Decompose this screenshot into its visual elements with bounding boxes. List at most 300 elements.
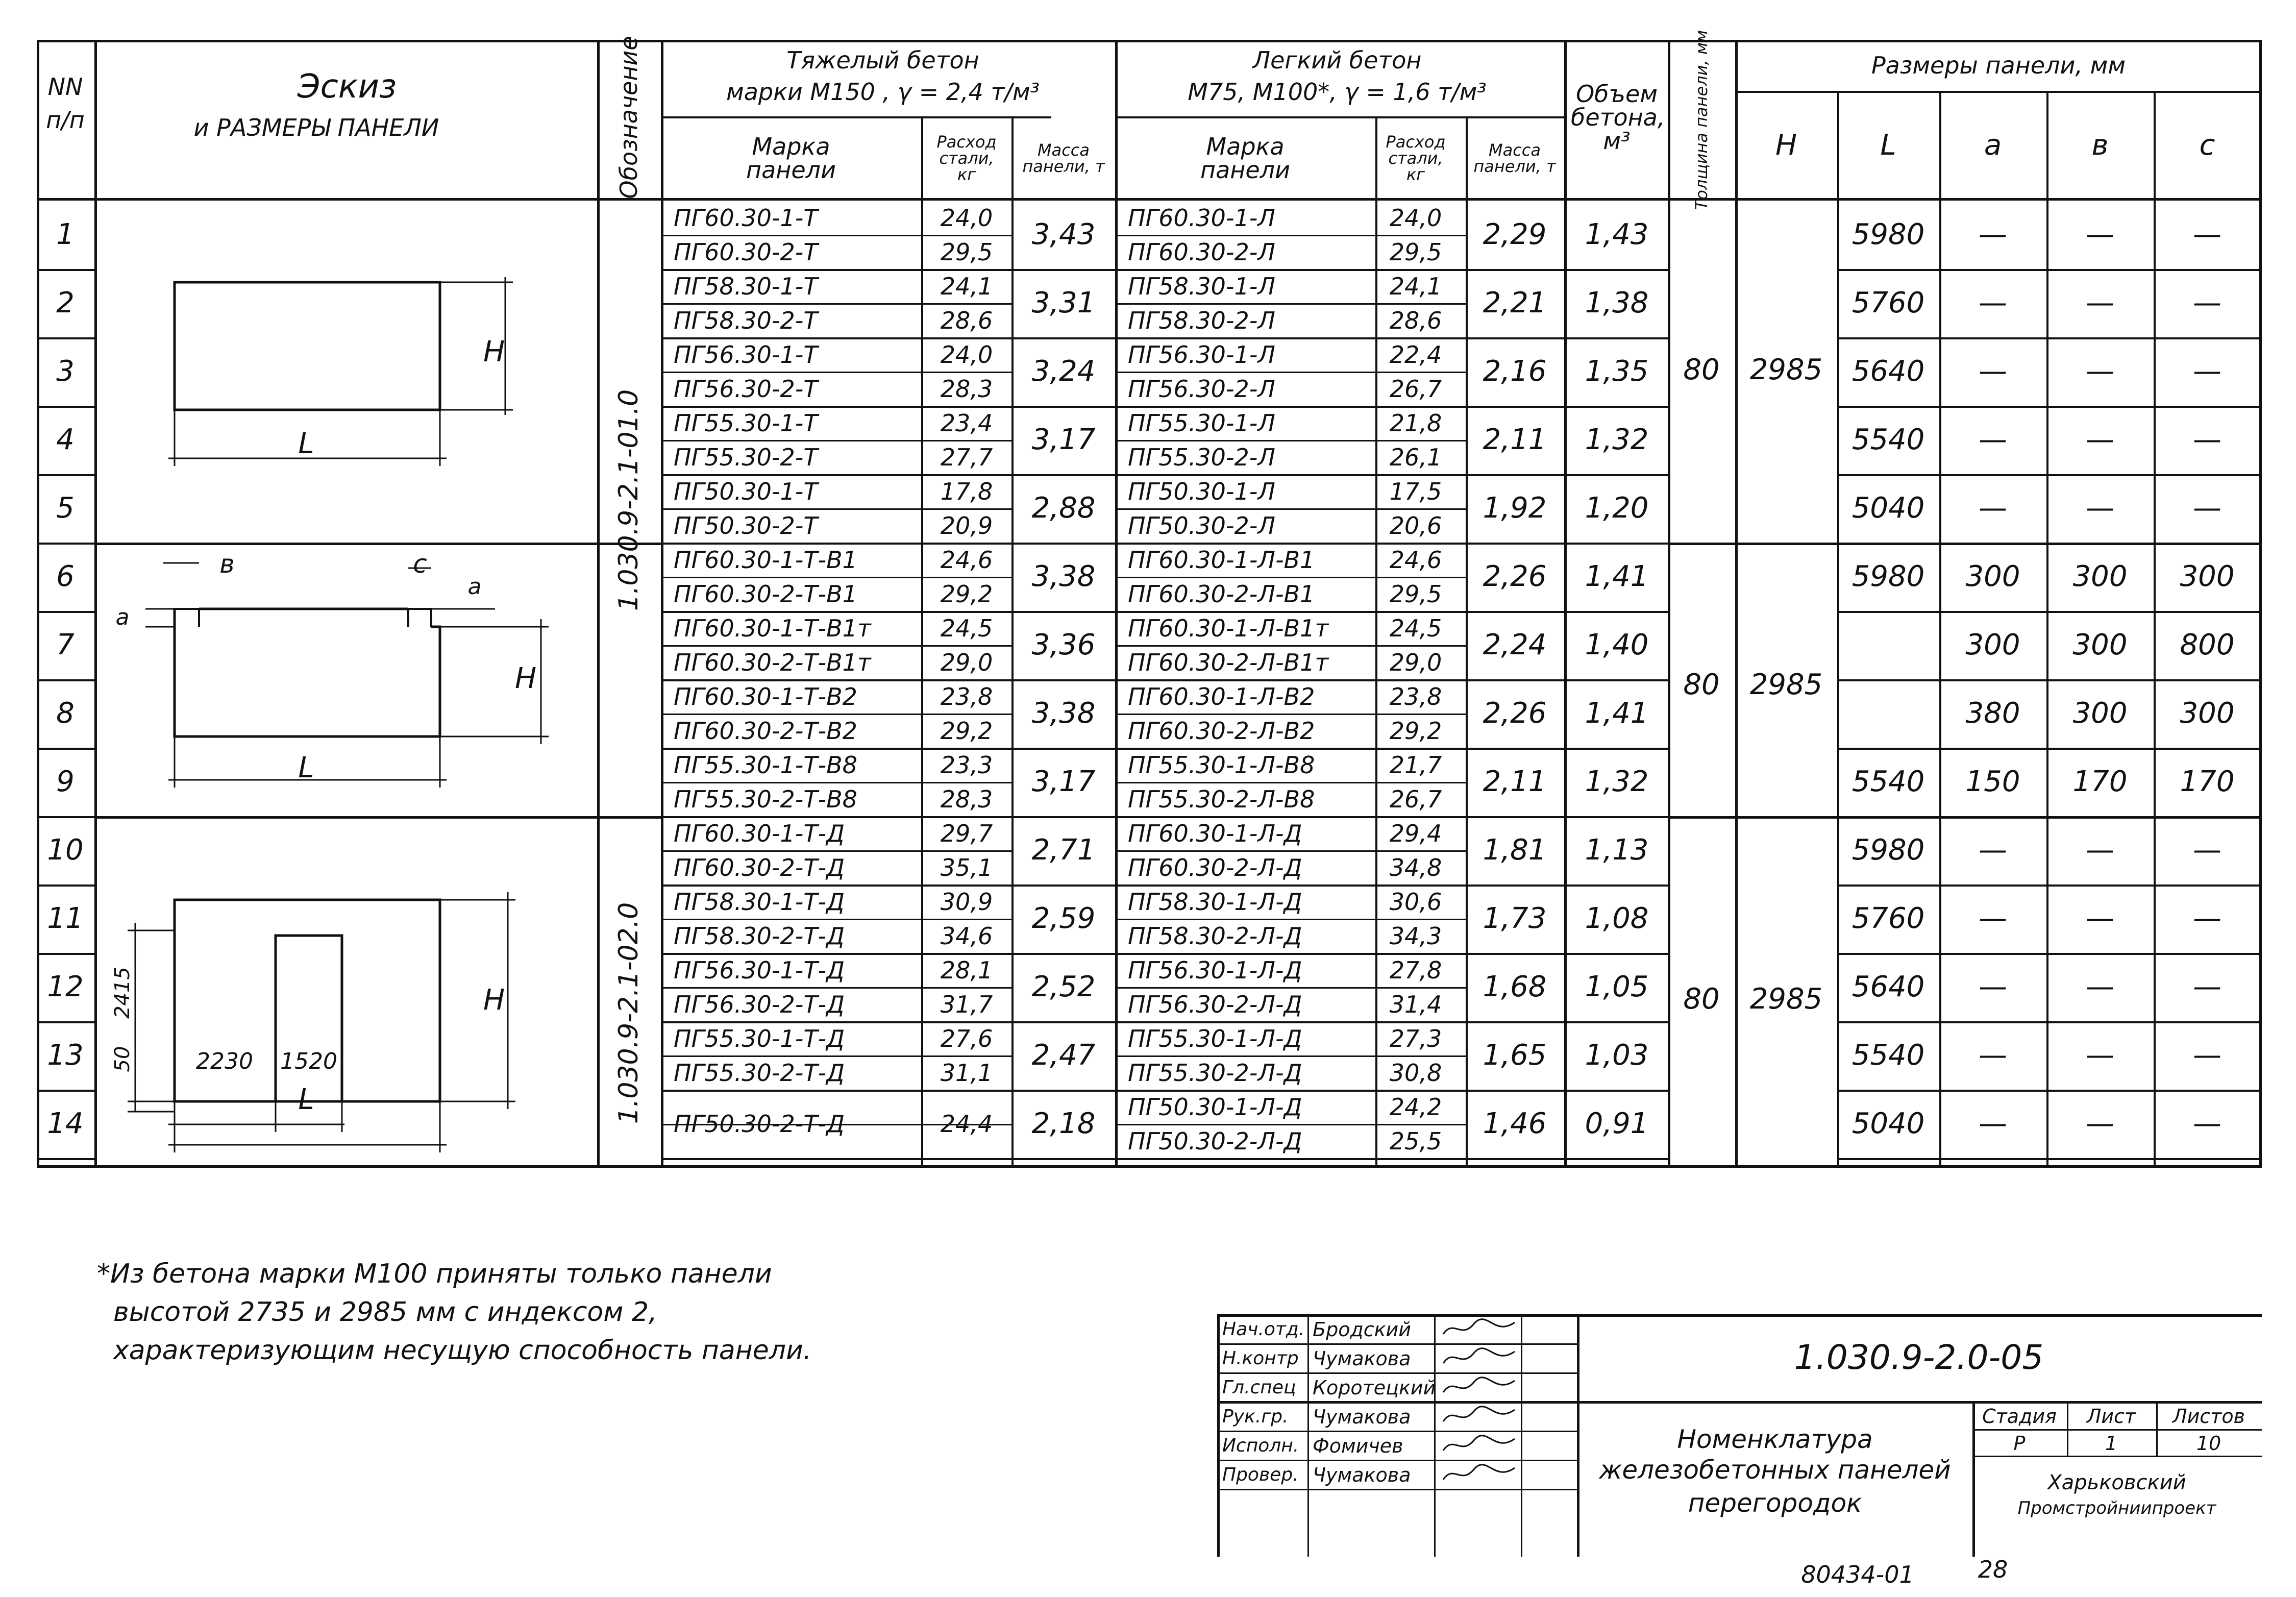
subrow-sep-light [1115,919,1467,920]
footnote-line-1: *Из бетона марки М100 приняты только панели [97,1259,772,1289]
light-mark-2: ПГ56.30-2-Л-Д [1128,990,1302,1018]
heavy-mark-1: ПГ50.30-2-Т-Д [674,1110,845,1138]
col-line-designation [661,40,663,1168]
subrow-sep-light [1115,645,1467,647]
size-a: 300 [1965,560,2020,593]
size-a: — [1979,286,2007,320]
heavy-mass: 3,36 [1031,628,1096,661]
light-mark-2: ПГ60.30-2-Л [1128,238,1275,266]
size-a: — [1979,492,2007,525]
light-mark-1: ПГ50.30-1-Л [1128,477,1275,505]
col-line-volume [1668,40,1670,1168]
stamp-role: Провер. [1222,1464,1299,1485]
size-L: 5760 [1851,902,1925,935]
row-number: 6 [56,560,75,593]
size-c: — [2193,902,2221,935]
group3-H: 2985 [1749,982,1823,1016]
group2-thickness: 80 [1683,668,1720,701]
row-sep-sizes [1839,406,2262,408]
row-sep-sizes [1839,1090,2262,1092]
light-mark-2: ПГ60.30-2-Л-В2 [1128,717,1315,745]
row-sep-main [661,953,1669,955]
size-a: — [1979,902,2007,935]
stamp-name: Чумакова [1313,1347,1411,1370]
header-mid-line-heavy [661,116,1051,118]
heavy-mark-2: ПГ60.30-2-Т-В2 [674,717,857,745]
concrete-volume: 1,38 [1585,286,1649,320]
heavy-steel-1: 27,6 [940,1024,993,1052]
light-mark-2: ПГ55.30-2-Л-В8 [1128,785,1315,813]
col-line-a [2046,91,2048,1168]
subrow-sep-heavy [661,645,1013,647]
col-line-lsteel [1466,116,1468,1168]
size-L: 5540 [1851,1039,1925,1072]
subrow-sep-heavy [661,714,1013,715]
heavy-steel-2: 28,6 [940,306,993,334]
col-line-lmass [1564,40,1567,1168]
light-steel-1: 30,6 [1389,888,1442,916]
heavy-steel-2: 34,6 [940,922,993,950]
light-mass: 2,11 [1483,765,1547,798]
row-sep-sizes [1839,953,2262,955]
subrow-sep-heavy [661,508,1013,510]
stamp-col-1 [1307,1314,1309,1557]
light-steel-1: 29,4 [1389,819,1442,847]
size-b: — [2086,355,2114,388]
header-light-mark: Марка панели [1200,133,1290,184]
header-nn: NN [47,73,83,101]
size-c: — [2193,970,2221,1003]
light-mark-1: ПГ55.30-1-Л-В8 [1128,751,1315,779]
heavy-steel-1: 24,6 [940,546,993,574]
size-a: — [1979,1039,2007,1072]
size-b: 300 [2072,697,2128,730]
concrete-volume: 1,35 [1585,355,1649,388]
size-L: 5040 [1851,492,1925,525]
header-sketch-subtitle: и РАЗМЕРЫ ПАНЕЛИ [193,114,439,141]
row-sep-sizes [1839,885,2262,887]
light-steel-2: 29,2 [1389,717,1442,745]
heavy-steel-1: 17,8 [940,477,993,505]
size-L: 5980 [1851,560,1925,593]
sketch-panel-door [97,826,597,1168]
signature [1438,1462,1520,1487]
light-mark-1: ПГ55.30-1-Л-Д [1128,1024,1302,1052]
light-mark-2: ПГ58.30-2-Л-Д [1128,922,1302,950]
header-pp: п/п [46,106,85,134]
light-steel-1: 22,4 [1389,340,1442,368]
size-c: — [2193,833,2221,867]
row-sep-nn [37,953,97,955]
light-mass: 2,29 [1483,218,1547,251]
sketch2-b-label: в [219,549,235,579]
heavy-mark-1: ПГ55.30-1-Т [674,409,818,437]
heavy-mass: 3,31 [1031,286,1096,320]
section-sep-right [1668,816,2262,819]
col-line-sketch [597,40,600,1168]
heavy-steel-2: 31,7 [940,990,993,1018]
heavy-steel-2: 28,3 [940,375,993,403]
sketch3-dim-2415: 2415 [111,967,134,1019]
light-mark-1: ПГ60.30-1-Л-Д [1128,819,1302,847]
concrete-volume: 1,32 [1585,423,1649,456]
col-line-H [1837,91,1839,1168]
light-steel-1: 27,8 [1389,956,1442,984]
stamp-name: Бродский [1313,1318,1411,1341]
light-mass: 1,73 [1483,902,1547,935]
light-mark-2: ПГ60.30-2-Л-Д [1128,853,1302,881]
row-sep-nn [37,1090,97,1092]
heavy-mass: 2,47 [1031,1039,1096,1072]
header-light-sub: М75, М100*, γ = 1,6 т/м³ [1188,78,1487,106]
sketch2-a2-label: a [467,574,482,600]
heavy-mark-2: ПГ55.30-2-Т [674,443,818,471]
heavy-mark-2: ПГ60.30-2-Т-Д [674,853,845,881]
size-L: 5040 [1851,1107,1925,1140]
row-sep-nn [37,406,97,408]
signature [1438,1316,1520,1342]
subrow-sep-heavy [661,1055,1013,1057]
heavy-steel-2: 29,2 [940,580,993,608]
row-sep-main [661,1090,1669,1092]
heavy-steel-2: 27,7 [940,443,993,471]
stamp-role: Исполн. [1222,1435,1299,1456]
heavy-steel-1: 28,1 [940,956,993,984]
col-line-hsteel [1011,116,1014,1168]
footnote-line-2: высотой 2735 и 2985 мм с индексом 2, [113,1297,657,1328]
heavy-mass: 3,17 [1031,423,1096,456]
light-mark-1: ПГ50.30-1-Л-Д [1128,1093,1302,1121]
size-a: 150 [1965,765,2020,798]
header-heavy-steel: Расход стали, кг [936,132,997,184]
group2-H: 2985 [1749,668,1823,701]
light-mark-1: ПГ56.30-1-Л-Д [1128,956,1302,984]
header-heavy-mass: Масса панели, т [1022,140,1105,176]
light-mark-1: ПГ56.30-1-Л [1128,340,1275,368]
stamp-role: Н.контр [1222,1348,1299,1369]
heavy-steel-2: 35,1 [940,853,993,881]
bottom-number: 80434-01 [1801,1561,1914,1588]
row-sep-nn [37,543,97,545]
header-thickness: Толщина панели, мм [1692,30,1711,210]
row-sep-sizes [1839,679,2262,681]
stamp-row-line [1217,1460,1577,1461]
heavy-steel-1: 24,0 [940,340,993,368]
light-steel-1: 24,6 [1389,546,1442,574]
light-mark-2: ПГ58.30-2-Л [1128,306,1275,334]
header-light-mass: Масса панели, т [1473,140,1556,176]
stamp-col-4 [1577,1314,1579,1557]
heavy-mass: 2,88 [1031,492,1096,525]
designation-group-3: 1.030.9-2.1-02.0 [613,902,644,1124]
row-number: 13 [47,1039,84,1072]
light-steel-2: 26,7 [1389,375,1442,403]
header-heavy-title: Тяжелый бетон [786,46,979,74]
row-sep-sizes [1839,1021,2262,1023]
heavy-steel-2: 29,5 [940,238,993,266]
row-number: 12 [47,970,84,1003]
row-sep-main [661,885,1669,887]
heavy-steel-2: 29,0 [940,648,993,676]
size-b: — [2086,970,2114,1003]
header-H: H [1775,129,1797,162]
row-sep-main [661,406,1669,408]
row-sep-main [661,679,1669,681]
size-b: 170 [2072,765,2128,798]
concrete-volume: 1,08 [1585,902,1649,935]
header-heavy-sub: марки М150 , γ = 2,4 т/м³ [726,78,1040,106]
row-sep-main [661,1021,1669,1023]
heavy-mark-1: ПГ56.30-1-Т-Д [674,956,845,984]
sketch-panel-solid [97,201,597,550]
row-sep-nn [37,337,97,339]
stamp-role: Рук.гр. [1222,1406,1289,1427]
light-mark-2: ПГ50.30-2-Л [1128,511,1275,539]
light-steel-2: 30,8 [1389,1059,1442,1087]
subrow-sep-light [1115,303,1467,305]
designation-group-1: 1.030.9-2.1-01.0 [613,389,644,611]
header-mid-line-sizes [1735,91,2262,93]
concrete-volume: 1,20 [1585,492,1649,525]
size-c: — [2193,423,2221,456]
size-a: — [1979,833,2007,867]
stamp-row-line [1217,1402,1577,1403]
light-steel-2: 26,7 [1389,785,1442,813]
light-steel-2: 31,4 [1389,990,1442,1018]
heavy-mark-1: ПГ55.30-1-Т-Д [674,1024,845,1052]
stamp-stage-label: Стадия [1982,1405,2057,1428]
subrow-sep-heavy [661,372,1013,373]
row-sep-main [661,611,1669,613]
row-sep-sizes [1839,337,2262,339]
group1-H: 2985 [1749,353,1823,386]
header-designation: Обозначение [615,36,643,199]
heavy-mark-2: ПГ60.30-2-Т-В1т [674,648,871,676]
signature [1438,1345,1520,1371]
heavy-mass: 3,38 [1031,560,1096,593]
size-c: — [2193,218,2221,251]
subrow-sep-heavy [661,987,1013,989]
size-c: 300 [2180,560,2235,593]
stamp-name: Коротецкий [1313,1377,1436,1399]
light-steel-1: 23,8 [1389,682,1442,710]
sketch3-dim-1520: 1520 [280,1048,337,1074]
heavy-steel-1: 24,5 [940,614,993,642]
stamp-sheets: 10 [2196,1432,2221,1455]
header-light-title: Легкий бетон [1252,46,1422,74]
row-sep-nn [37,474,97,476]
heavy-mark-1: ПГ58.30-1-Т [674,272,818,300]
heavy-mass: 3,38 [1031,697,1096,730]
row-number: 10 [47,833,84,867]
size-b: — [2086,286,2114,320]
sketch1-H-label: H [483,335,505,368]
row-sep-main [661,474,1669,476]
row-number: 11 [47,902,84,935]
stamp-title-3: перегородок [1688,1488,1862,1518]
light-mark-2: ПГ50.30-2-Л-Д [1128,1127,1302,1155]
row-sep-nn [37,1021,97,1023]
heavy-mark-1: ПГ60.30-1-Т [674,204,818,232]
light-mark-1: ПГ55.30-1-Л [1128,409,1275,437]
row-sep-main [661,1158,1669,1160]
header-mid-line-light [1115,116,1564,118]
stamp-row-line [1217,1489,1577,1490]
heavy-steel-1: 24,4 [940,1110,993,1138]
heavy-mark-1: ПГ60.30-1-Т-В1т [674,614,871,642]
col-line-lmark [1375,116,1377,1168]
size-a: — [1979,423,2007,456]
sketch3-H-label: H [483,984,505,1017]
heavy-mass: 2,18 [1031,1107,1096,1140]
heavy-steel-2: 20,9 [940,511,993,539]
light-mark-1: ПГ60.30-1-Л-В1т [1128,614,1329,642]
row-number: 3 [56,355,75,388]
light-mass: 2,26 [1483,560,1547,593]
heavy-steel-2: 29,2 [940,717,993,745]
size-a: — [1979,218,2007,251]
row-sep-main [661,748,1669,750]
light-steel-1: 24,5 [1389,614,1442,642]
heavy-mark-1: ПГ56.30-1-Т [674,340,818,368]
heavy-mark-1: ПГ60.30-1-Т-Д [674,819,845,847]
sketch2-c-label: c [413,549,427,579]
light-mark-2: ПГ55.30-2-Л-Д [1128,1059,1302,1087]
subrow-sep-heavy [661,782,1013,783]
subrow-sep-heavy [661,850,1013,852]
stamp-title-2: железобетонных панелей [1599,1455,1951,1485]
subrow-sep-light [1115,577,1467,578]
stamp-code: 1.030.9-2.0-05 [1794,1338,2044,1377]
light-mark-1: ПГ60.30-1-Л-В2 [1128,682,1315,710]
stamp-col-2 [1434,1314,1436,1557]
row-sep-sizes [1839,611,2262,613]
size-c: 300 [2180,697,2235,730]
heavy-mark-2: ПГ55.30-2-Т-Д [674,1059,845,1087]
light-steel-1: 24,1 [1389,272,1442,300]
light-steel-1: 21,7 [1389,751,1442,779]
light-steel-2: 34,3 [1389,922,1442,950]
size-a: — [1979,1107,2007,1140]
size-b: — [2086,423,2114,456]
heavy-mass: 3,43 [1031,218,1096,251]
light-mark-2: ПГ55.30-2-Л [1128,443,1275,471]
light-steel-2: 28,6 [1389,306,1442,334]
sketch3-dim-50: 50 [111,1046,134,1072]
stamp-org-2: Промстройниипроект [2017,1498,2216,1518]
heavy-mark-2: ПГ50.30-2-Т [674,511,818,539]
subrow-sep-light [1115,372,1467,373]
stamp-row-line [1217,1343,1577,1345]
size-a: 300 [1965,628,2020,661]
heavy-steel-1: 30,9 [940,888,993,916]
heavy-mass: 3,24 [1031,355,1096,388]
size-c: — [2193,1107,2221,1140]
heavy-mass: 3,17 [1031,765,1096,798]
light-mark-2: ПГ56.30-2-Л [1128,375,1275,403]
size-L: 5640 [1851,355,1925,388]
size-c: 170 [2180,765,2235,798]
col-line-hmark [921,116,923,1168]
sketch2-a-label: a [115,604,130,630]
stamp-role: Гл.спец [1222,1377,1296,1398]
light-mass: 2,11 [1483,423,1547,456]
concrete-volume: 1,41 [1585,697,1649,730]
subrow-sep-light [1115,508,1467,510]
light-steel-2: 29,0 [1389,648,1442,676]
light-mass: 1,46 [1483,1107,1547,1140]
heavy-mass: 2,52 [1031,970,1096,1003]
stamp-col-3 [1521,1314,1522,1557]
stamp-row-line [1217,1372,1577,1374]
sketch3-L-label: L [298,1083,314,1116]
size-b: — [2086,902,2114,935]
heavy-mark-2: ПГ56.30-2-Т [674,375,818,403]
light-steel-1: 24,0 [1389,204,1442,232]
light-mark-1: ПГ60.30-1-Л-В1 [1128,546,1315,574]
row-sep-nn [37,679,97,681]
light-steel-2: 34,8 [1389,853,1442,881]
row-number: 2 [56,286,75,320]
row-sep-nn [37,748,97,750]
signature [1438,1374,1520,1400]
light-mass: 2,26 [1483,697,1547,730]
stamp-sheets-label: Листов [2172,1405,2245,1428]
row-number: 7 [56,628,75,661]
stamp-role: Нач.отд. [1222,1319,1305,1340]
sketch2-L-label: L [298,751,314,784]
light-mark-1: ПГ58.30-1-Л-Д [1128,888,1302,916]
size-c: 800 [2180,628,2235,661]
concrete-volume: 1,32 [1585,765,1649,798]
stamp-row-line [1217,1431,1577,1432]
light-mass: 2,16 [1483,355,1547,388]
size-b: 300 [2072,628,2128,661]
light-steel-2: 29,5 [1389,580,1442,608]
header-sketch-title: Эскиз [297,68,397,106]
concrete-volume: 1,43 [1585,218,1649,251]
subrow-sep-light [1115,987,1467,989]
header-light-steel: Расход стали, кг [1386,132,1446,184]
row-sep-nn [37,816,97,818]
subrow-sep-light [1115,235,1467,236]
heavy-steel-1: 23,3 [940,751,993,779]
heavy-mark-2: ПГ58.30-2-Т-Д [674,922,845,950]
row-sep-main [661,816,1669,818]
subrow-sep-light [1115,440,1467,441]
size-c: — [2193,492,2221,525]
size-c: — [2193,286,2221,320]
header-sizes: Размеры панели, мм [1871,52,2126,79]
concrete-volume: 1,40 [1585,628,1649,661]
col-line-b [2154,91,2156,1168]
row-sep-nn [37,269,97,271]
concrete-volume: 1,03 [1585,1039,1649,1072]
subrow-sep-light [1115,1124,1467,1125]
subrow-sep-heavy [661,919,1013,920]
row-sep-main [661,543,1669,545]
subrow-sep-light [1115,850,1467,852]
heavy-mark-1: ПГ60.30-1-Т-В2 [674,682,857,710]
row-number: 8 [56,697,75,730]
size-L: 5980 [1851,218,1925,251]
light-mass: 2,21 [1483,286,1547,320]
light-mark-2: ПГ60.30-2-Л-В1т [1128,648,1329,676]
light-mark-1: ПГ58.30-1-Л [1128,272,1275,300]
stamp-sheet: 1 [2105,1432,2118,1455]
size-b: 300 [2072,560,2128,593]
size-a: — [1979,970,2007,1003]
